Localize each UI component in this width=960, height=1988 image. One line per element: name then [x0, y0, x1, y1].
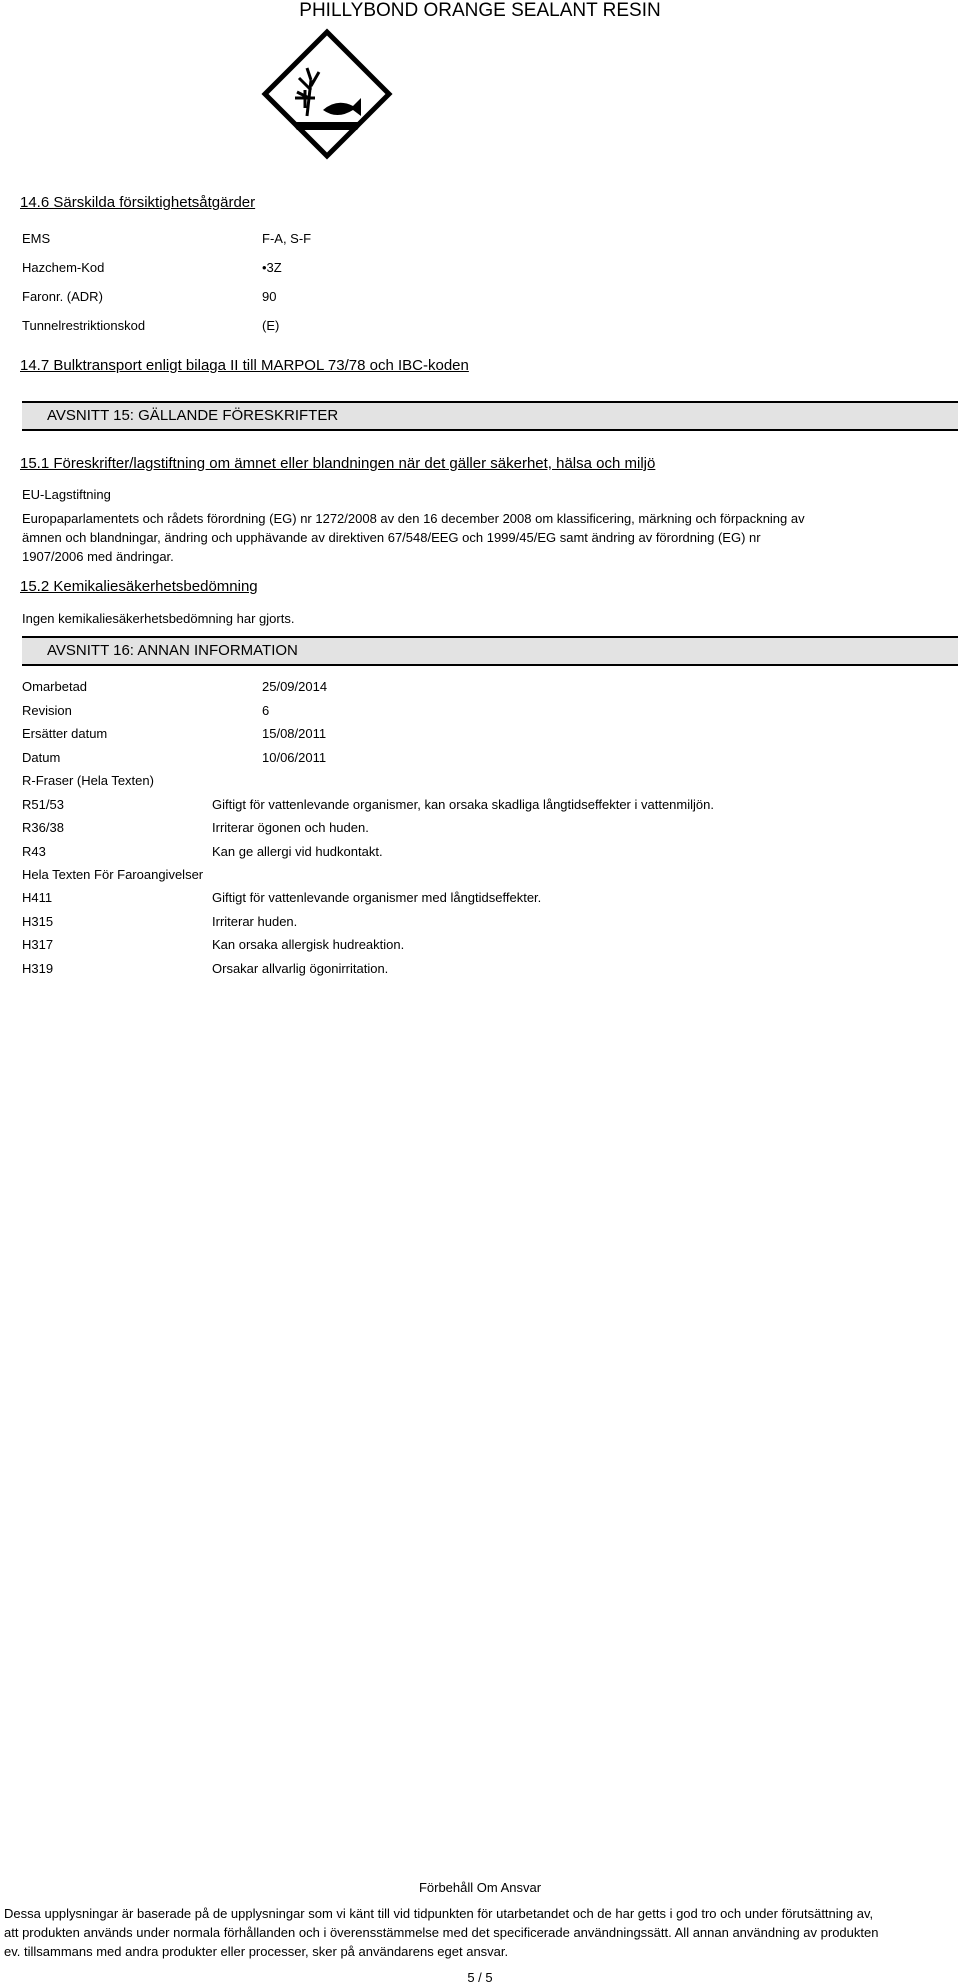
page-number: 5 / 5 [467, 1970, 493, 1985]
eu-text-line: ämnen och blandningar, ändring och upphävande av direktiven 67/548/EEG och 1999/45/EG samt ändring av förordning (EG) nr [22, 530, 761, 545]
phrase-text: Giftigt för vattenlevande organismer med långtidseffekter. [212, 890, 542, 905]
row-value: 25/09/2014 [262, 679, 328, 694]
phrase-text: Orsakar allvarlig ögonirritation. [212, 961, 389, 976]
section-14-7-heading: 14.7 Bulktransport enligt bilaga II till MARPOL 73/78 och IBC-koden [20, 357, 469, 374]
row-label: EMS [22, 231, 51, 246]
section-15-banner [22, 401, 958, 431]
phrase-text: Kan ge allergi vid hudkontakt. [212, 844, 383, 859]
row-value: F-A, S-F [262, 231, 312, 246]
r-phrases-heading: R-Fraser (Hela Texten) [22, 773, 154, 788]
section-15-1-heading: 15.1 Föreskrifter/lagstiftning om ämnet eller blandningen när det gäller säkerhet, hälsa och miljö [20, 455, 656, 472]
disclaimer-line: ev. tillsammans med andra produkter eller processer, sker på användarens eget ansvar. [4, 1944, 509, 1959]
eu-legislation-text [22, 509, 922, 566]
section-14-6-heading: 14.6 Särskilda försiktighetsåtgärder [20, 194, 256, 211]
document-title: PHILLYBOND ORANGE SEALANT RESIN [299, 0, 661, 21]
disclaimer-title: Förbehåll Om Ansvar [418, 1880, 542, 1895]
row-label: Hazchem-Kod [22, 260, 105, 275]
phrase-code: R51/53 [22, 797, 64, 812]
eu-legislation-label: EU-Lagstiftning [22, 487, 111, 502]
eu-text-line: 1907/2006 med ändringar. [22, 549, 174, 564]
phrase-code: H411 [22, 890, 53, 905]
row-label: Datum [22, 750, 61, 765]
row-value: (E) [262, 318, 280, 333]
section-15-2-heading: 15.2 Kemikaliesäkerhetsbedömning [20, 578, 258, 595]
row-value: •3Z [262, 260, 282, 275]
row-label: Omarbetad [22, 679, 88, 694]
row-value: 90 [262, 289, 277, 304]
row-value: 10/06/2011 [262, 750, 327, 765]
row-label: Faronr. (ADR) [22, 289, 103, 304]
phrase-code: R43 [22, 844, 46, 859]
phrase-text: Irriterar ögonen och huden. [212, 820, 369, 835]
row-label: Revision [22, 703, 72, 718]
environment-hazard-icon [261, 28, 393, 160]
phrase-text: Kan orsaka allergisk hudreaktion. [212, 937, 405, 952]
row-label: Ersätter datum [22, 726, 108, 741]
row-label: Tunnelrestriktionskod [22, 318, 146, 333]
disclaimer-text [4, 1904, 956, 1961]
phrase-code: H319 [22, 961, 54, 976]
phrase-code: H317 [22, 937, 54, 952]
phrase-text: Irriterar huden. [212, 914, 298, 929]
phrase-code: H315 [22, 914, 54, 929]
section-15-title: AVSNITT 15: GÄLLANDE FÖRESKRIFTER [47, 407, 339, 424]
phrase-code: R36/38 [22, 820, 64, 835]
section-16-banner [22, 636, 958, 666]
h-statements-heading: Hela Texten För Faroangivelser [22, 867, 204, 882]
disclaimer-line: Dessa upplysningar är baserade på de upplysningar som vi känt till vid tidpunkten för utarbetandet och de har getts i god tro och under förutsättning av, [4, 1906, 874, 1921]
section-16-title: AVSNITT 16: ANNAN INFORMATION [47, 642, 298, 659]
eu-text-line: Europaparlamentets och rådets förordning (EG) nr 1272/2008 av den 16 december 2008 om klassificering, märkning och förpackning av [22, 511, 805, 526]
row-value: 6 [262, 703, 270, 718]
chemical-safety-text: Ingen kemikaliesäkerhetsbedömning har gjorts. [22, 611, 295, 626]
row-value: 15/08/2011 [262, 726, 327, 741]
disclaimer-line: att produkten används under normala förhållanden och i överensstämmelse med det specificerade användningssätt. All annan användning av produkten [4, 1925, 879, 1940]
phrase-text: Giftigt för vattenlevande organismer, kan orsaka skadliga långtidseffekter i vattenmiljön. [212, 797, 714, 812]
